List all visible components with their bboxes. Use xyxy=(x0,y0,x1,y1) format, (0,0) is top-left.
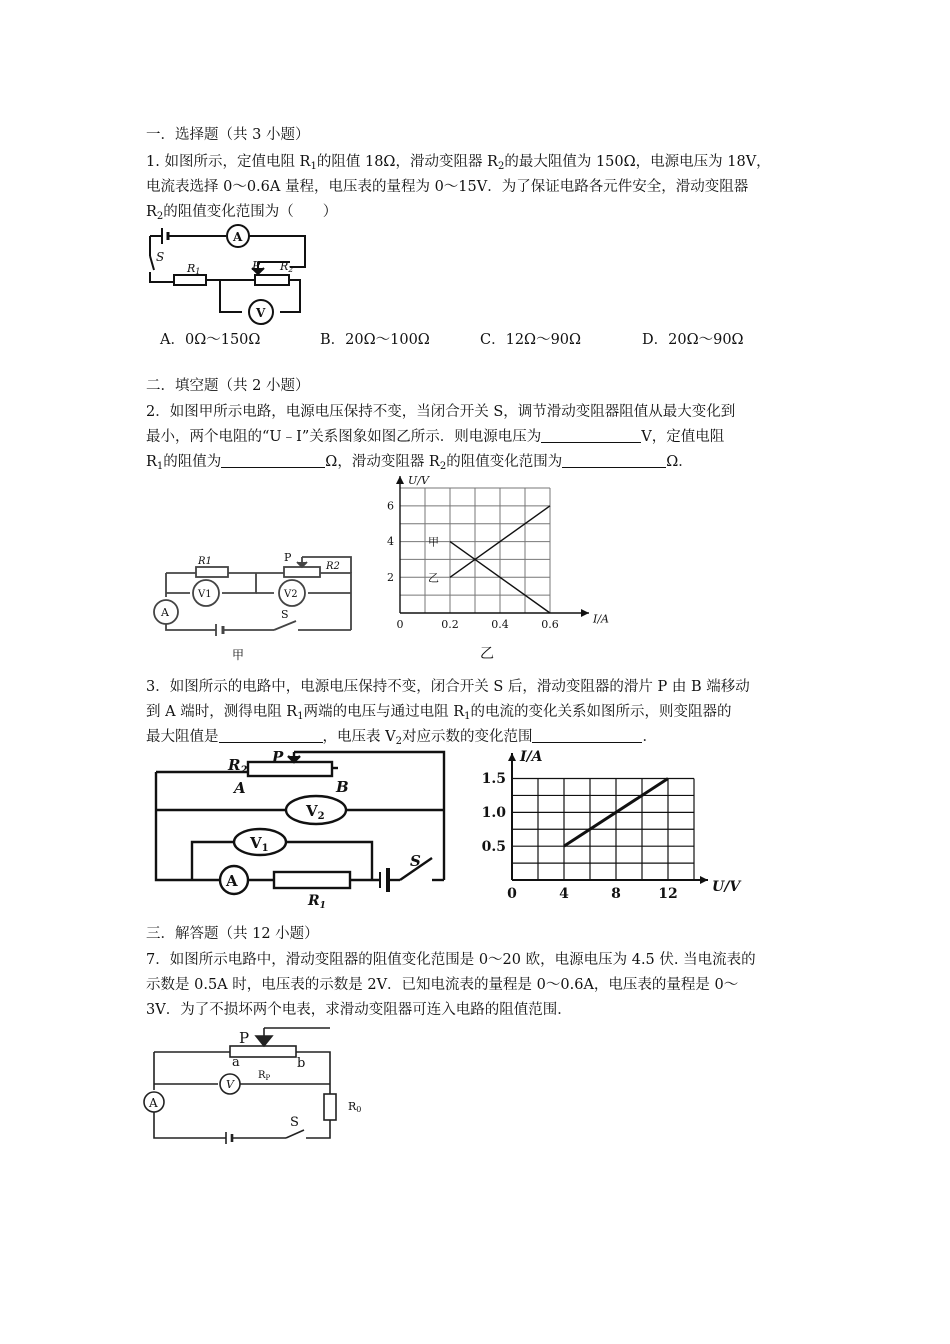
y-tick-label: 1.0 xyxy=(481,805,506,822)
y-axis-arrow xyxy=(508,753,516,761)
q1-switch-label: S xyxy=(156,250,165,264)
blank-v2-range[interactable] xyxy=(532,728,642,743)
q1-r2-label: R2 xyxy=(280,260,294,274)
q3-v1-label: $V_1$ xyxy=(250,834,269,854)
q7-r0-label: R0 xyxy=(348,1100,362,1114)
option-b[interactable]: B．20Ω～100Ω xyxy=(320,332,430,348)
q1-p-label: P xyxy=(252,259,261,273)
x-tick-label: 0.2 xyxy=(441,618,459,631)
question-7-line-1: 7．如图所示电路中，滑动变阻器的阻值变化范围是 0～20 欧，电源电压为 4.5 伏. 当电流表的 xyxy=(146,952,756,968)
x-tick-label: 8 xyxy=(611,886,621,902)
option-c[interactable]: C．12Ω～90Ω xyxy=(480,332,582,348)
question-2-ui-graph xyxy=(370,474,610,663)
blank-max-resistance[interactable] xyxy=(219,728,323,743)
section-heading-2: 二．填空题（共 2 小题） xyxy=(146,378,310,394)
x-tick-label: 0.6 xyxy=(541,618,559,631)
series-label: 甲 xyxy=(428,535,439,549)
question-3-line-1: 3．如图所示的电路中，电源电压保持不变，闭合开关 S 后，滑动变阻器的滑片 P 由 B 端移动 xyxy=(146,679,750,695)
q7-a-end-label: a xyxy=(232,1055,240,1070)
q7-rp-label: $R_P$ xyxy=(258,1070,271,1082)
x-axis-arrow xyxy=(581,609,589,617)
question-7-line-2: 示数是 0.5A 时，电压表的示数是 2V．已知电流表的量程是 0～0.6A，电压表的量程是 0～ xyxy=(146,977,739,993)
x-axis-arrow xyxy=(700,876,708,884)
question-3-line-2: 到 A 端时，测得电阻 $R_1$两端的电压与通过电阻 $R_1$的电流的变化关系如图所示，则变阻器的 xyxy=(146,704,732,722)
question-3-circuit-diagram xyxy=(148,748,463,911)
question-1-line-2: 电流表选择 0～0.6A 量程，电压表的量程为 0～15V．为了保证电路各元件安全，滑动变阻器 xyxy=(146,179,749,195)
question-2-line-2: 最小，两个电阻的“U﹣I”关系图象如图乙所示．则电源电压为 V，定值电阻 xyxy=(146,429,725,445)
q7-ammeter-label: A xyxy=(149,1096,158,1110)
q2-figure-label-yi: 乙 xyxy=(480,646,494,662)
x-axis-label: I/A xyxy=(593,612,609,626)
x-tick-label: 12 xyxy=(658,886,678,902)
question-7-line-3: 3V．为了不损坏两个电表，求滑动变阻器可连入电路的阻值范围． xyxy=(146,1002,572,1018)
question-1-line-1: 1. 如图所示，定值电阻 $R_1$的阻值 18Ω，滑动变阻器 $R_2$的最大阻值为 150Ω，电源电压为 18V， xyxy=(146,154,771,172)
x-tick-label: 0.4 xyxy=(491,618,509,631)
q2-r1-label: R1 xyxy=(198,556,212,567)
blank-r2-range[interactable] xyxy=(562,453,666,468)
x-tick-label: 0 xyxy=(507,886,517,902)
question-1-line-3: $R_2$的阻值变化范围为（ ） xyxy=(146,204,338,222)
series-label: 乙 xyxy=(428,571,439,585)
q2-r2-label: R2 xyxy=(326,561,340,572)
y-tick-label: 0.5 xyxy=(481,838,506,855)
y-axis-label: I/A xyxy=(520,749,543,765)
question-7-circuit-diagram xyxy=(140,1022,380,1147)
q1-r1-label: R1 xyxy=(187,262,201,276)
question-2-line-1: 2．如图甲所示电路，电源电压保持不变，当闭合开关 S，调节滑动变阻器阻值从最大变化到 xyxy=(146,404,736,420)
q2-p-label: P xyxy=(284,551,292,564)
q3-switch-label: S xyxy=(410,852,421,870)
question-3-iu-graph xyxy=(478,749,768,902)
q2-v1-label: V1 xyxy=(198,589,212,600)
section-heading-3: 三．解答题（共 12 小题） xyxy=(146,926,319,942)
q3-a-end-label: A xyxy=(234,779,246,797)
q7-b-end-label: b xyxy=(297,1056,306,1071)
y-tick-label: 1.5 xyxy=(481,771,506,788)
q2-ammeter-label: A xyxy=(161,606,169,619)
option-d[interactable]: D．20Ω～90Ω xyxy=(642,332,744,348)
q3-r2-label: $R_2$ xyxy=(228,756,248,776)
q3-b-end-label: B xyxy=(336,778,349,796)
blank-r1-resistance[interactable] xyxy=(221,453,325,468)
y-tick-label: 4 xyxy=(387,535,394,549)
q3-p-label: P xyxy=(272,748,284,766)
q3-v2-label: $V_2$ xyxy=(306,802,325,822)
q2-switch-label: S xyxy=(281,608,289,621)
question-2-circuit-diagram xyxy=(146,535,366,665)
q1-ammeter-label: A xyxy=(233,230,243,244)
q2-v2-label: V2 xyxy=(284,589,298,600)
y-axis-arrow xyxy=(396,476,404,484)
q2-figure-label-jia: 甲 xyxy=(232,648,245,662)
y-axis-label: U/V xyxy=(408,474,429,487)
x-axis-label: U/V xyxy=(712,879,741,895)
q3-ammeter-label: A xyxy=(226,872,238,890)
option-a[interactable]: A．0Ω～150Ω xyxy=(160,332,261,348)
y-tick-label: 2 xyxy=(387,570,394,584)
q7-p-label: P xyxy=(239,1029,250,1047)
question-2-line-3: $R_1$的阻值为 Ω，滑动变阻器 $R_2$的阻值变化范围为 Ω． xyxy=(146,454,693,472)
section-heading-1: 一．选择题（共 3 小题） xyxy=(146,127,310,143)
q1-voltmeter-label: V xyxy=(256,306,266,320)
question-3-line-3: 最大阻值是 ，电压表 $V_2$对应示数的变化范围 ． xyxy=(146,729,657,747)
question-1-circuit-diagram xyxy=(140,222,315,324)
x-tick-label: 0 xyxy=(396,618,404,631)
x-tick-label: 4 xyxy=(559,886,569,902)
blank-source-voltage[interactable] xyxy=(541,428,641,443)
y-tick-label: 6 xyxy=(387,499,394,513)
q7-switch-label: S xyxy=(290,1115,299,1130)
q7-voltmeter-label: V xyxy=(226,1078,234,1091)
q3-r1-label: $R_1$ xyxy=(308,893,326,911)
